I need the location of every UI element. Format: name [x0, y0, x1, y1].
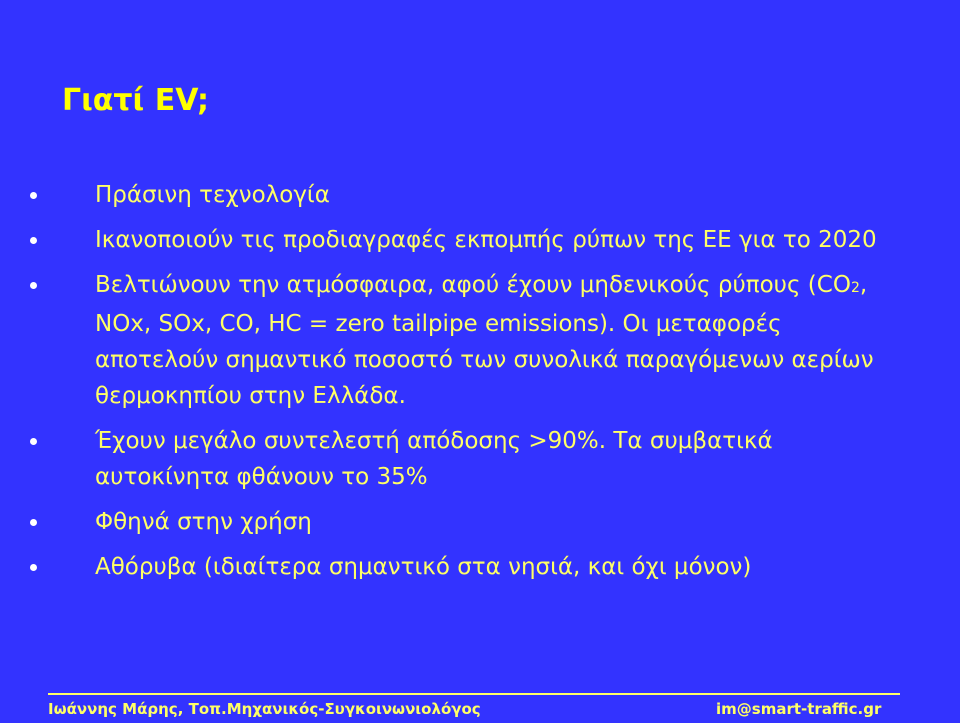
bullet-dot-icon: [30, 519, 37, 526]
bullet-dot-icon: [30, 237, 37, 244]
bullet-list: [30, 177, 910, 594]
bullet-item-efficiency: [30, 423, 910, 495]
bullet-dot-icon: [30, 282, 37, 289]
footer-email[interactable]: im@smart-traffic.gr: [716, 700, 882, 718]
footer-divider: [48, 693, 900, 695]
co2-subscript: 2: [850, 280, 860, 296]
bullet-text-part: Βελτιώνουν την ατμόσφαιρα, αφού έχουν μηδενικούς ρύπους (CO: [95, 272, 851, 298]
bullet-item-eu-emissions: [30, 222, 910, 258]
bullet-item-quiet: [30, 549, 910, 585]
bullet-dot-icon: [30, 438, 37, 445]
bullet-dot-icon: [30, 192, 37, 199]
bullet-text: Αθόρυβα (ιδιαίτερα σημαντικό στα νησιά, και όχι μόνον): [95, 554, 752, 580]
bullet-text: Πράσινη τεχνολογία: [95, 182, 330, 208]
slide-title: Γιατί EV;: [62, 83, 210, 118]
bullet-item-cheap-use: [30, 504, 910, 540]
bullet-item-zero-emissions: [30, 267, 910, 414]
bullet-text: Ικανοποιούν τις προδιαγραφές εκπομπής ρύπων της ΕΕ για το 2020: [95, 227, 877, 253]
bullet-text-part: , NOx, SOx, CO, HC = zero tailpipe emissions). Οι μεταφορές αποτελούν σημαντικό ποσοστό των συνολικά παραγόμενων αερίων θερμοκηπίου στην Ελλάδα.: [95, 272, 874, 409]
footer-author: Ιωάννης Μάρης, Τοπ.Μηχανικός-Συγκοινωνιολόγος: [48, 700, 481, 718]
bullet-item-green-technology: [30, 177, 910, 213]
bullet-text: [95, 272, 874, 409]
bullet-text: Έχουν μεγάλο συντελεστή απόδοσης >90%. Τα συμβατικά αυτοκίνητα φθάνουν το 35%: [95, 428, 773, 490]
bullet-dot-icon: [30, 564, 37, 571]
bullet-text: Φθηνά στην χρήση: [95, 509, 312, 535]
